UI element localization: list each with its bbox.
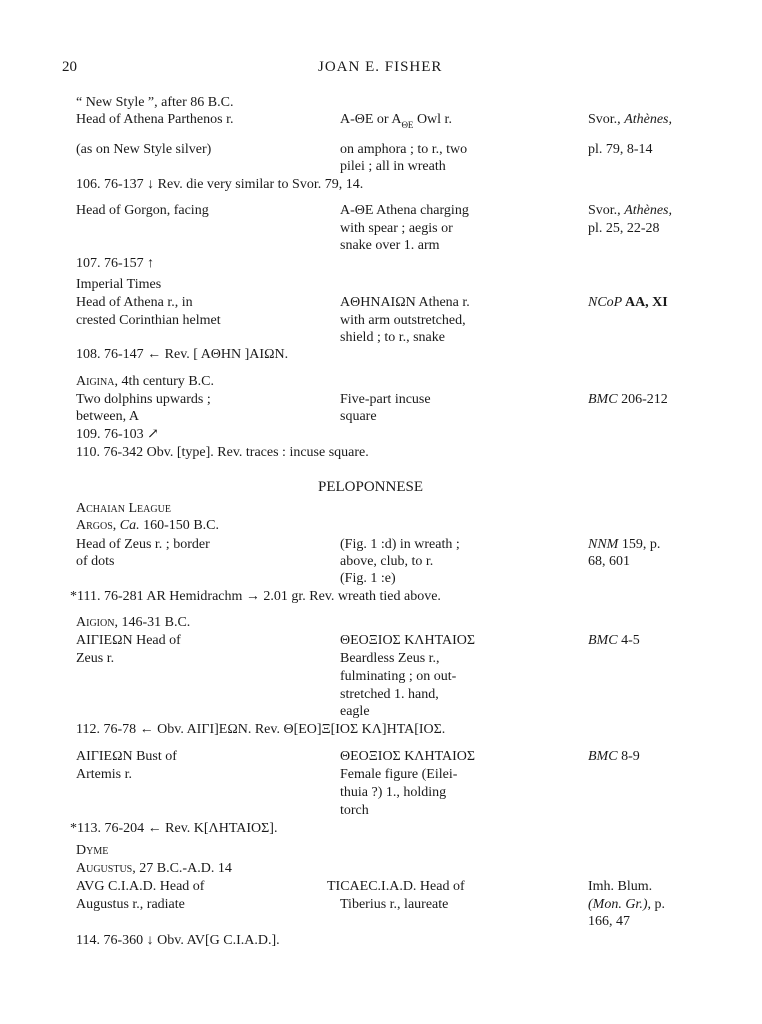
obverse-text: crested Corinthian helmet xyxy=(76,313,221,328)
section-heading: PELOPONNESE xyxy=(318,479,424,495)
reverse-text: snake over 1. arm xyxy=(340,238,440,253)
reverse-text: thuia ?) 1., holding xyxy=(340,785,447,800)
reverse-text: pilei ; all in wreath xyxy=(340,159,446,174)
obverse-text: Head of Athena Parthenos r. xyxy=(76,112,234,127)
section-label: Imperial Times xyxy=(76,277,162,292)
entry-line: 112. 76-78 ← Obv. AIΓI]EΩN. Rev. Θ[EO]Ξ[IOΣ KΛ]HTA[IOΣ. xyxy=(76,722,446,737)
section-label: Argos, Ca. 160-150 B.C. xyxy=(76,518,219,533)
reverse-text: Female figure (Eilei- xyxy=(340,767,458,782)
reference-text: Imh. Blum. xyxy=(588,879,653,894)
reference-text: BMC 8-9 xyxy=(588,749,640,764)
section-label: Dyme xyxy=(76,843,109,858)
reverse-text: ΘEOΞIOΣ KΛHTAIOΣ xyxy=(340,749,476,764)
reverse-text: with spear ; aegis or xyxy=(340,221,453,236)
reverse-text: TICAEC.I.A.D. Head of xyxy=(327,879,465,894)
reverse-text: A-ΘE Athena charging xyxy=(340,203,469,218)
section-label: Augustus, 27 B.C.-A.D. 14 xyxy=(76,861,232,876)
reverse-text: shield ; to r., snake xyxy=(340,330,445,345)
reference-text: pl. 79, 8-14 xyxy=(588,142,653,157)
reverse-text: eagle xyxy=(340,704,370,719)
reference-text: Svor., Athènes, xyxy=(588,112,673,127)
obverse-text: Augustus r., radiate xyxy=(76,897,185,912)
section-label: “ New Style ”, after 86 B.C. xyxy=(76,95,234,110)
reverse-text: above, club, to r. xyxy=(340,554,434,569)
reverse-text: fulminating ; on out- xyxy=(340,669,457,684)
reverse-text: torch xyxy=(340,803,369,818)
obverse-text: (as on New Style silver) xyxy=(76,142,212,157)
reverse-text: (Fig. 1 :d) in wreath ; xyxy=(340,537,460,552)
entry-line: 106. 76-137 ↓ Rev. die very similar to Svor. 79, 14. xyxy=(76,177,364,192)
reference-text: NCoP AA, XI xyxy=(588,295,668,310)
reverse-text: A-ΘE or $A_{\Theta E}$ Owl r. xyxy=(340,112,452,130)
obverse-text: AIΓIEΩN Head of xyxy=(76,633,181,648)
entry-line: 107. 76-157 ↑ xyxy=(76,256,155,271)
obverse-text: Artemis r. xyxy=(76,767,132,782)
section-label: Aigina, 4th century B.C. xyxy=(76,374,214,389)
reverse-text: (Fig. 1 :e) xyxy=(340,571,396,586)
reverse-text: square xyxy=(340,409,377,424)
reference-text: BMC 4-5 xyxy=(588,633,640,648)
obverse-text: between, A xyxy=(76,409,139,424)
obverse-text: of dots xyxy=(76,554,115,569)
reverse-text: stretched 1. hand, xyxy=(340,687,439,702)
reverse-text: with arm outstretched, xyxy=(340,313,466,328)
obverse-text: AIΓIEΩN Bust of xyxy=(76,749,177,764)
page-number: 20 xyxy=(62,59,77,75)
reference-text: BMC 206-212 xyxy=(588,392,668,407)
reference-text: 166, 47 xyxy=(588,914,630,929)
reverse-text: Tiberius r., laureate xyxy=(340,897,449,912)
entry-line: 110. 76-342 Obv. [type]. Rev. traces : incuse square. xyxy=(76,445,369,460)
obverse-text: Zeus r. xyxy=(76,651,115,666)
entry-line: *111. 76-281 AR Hemidrachm → 2.01 gr. Rev. wreath tied above. xyxy=(70,589,441,604)
reference-text: 68, 601 xyxy=(588,554,630,569)
reference-text: Svor., Athènes, xyxy=(588,203,673,218)
reference-text: pl. 25, 22-28 xyxy=(588,221,660,236)
reverse-text: Beardless Zeus r., xyxy=(340,651,440,666)
obverse-text: Head of Athena r., in xyxy=(76,295,193,310)
obverse-text: Head of Gorgon, facing xyxy=(76,203,209,218)
entry-line: 108. 76-147 ← Rev. [ AΘHN ]AIΩN. xyxy=(76,347,289,362)
section-label: Achaian League xyxy=(76,501,171,516)
entry-line: 114. 76-360 ↓ Obv. AV[G C.I.A.D.]. xyxy=(76,933,280,948)
entry-line: 109. 76-103 ↗ xyxy=(76,427,159,442)
section-label: Aigion, 146-31 B.C. xyxy=(76,615,191,630)
entry-line: *113. 76-204 ← Rev. K[ΛHTAIOΣ]. xyxy=(70,821,278,836)
reverse-text: ΘEOΞIOΣ KΛHTAIOΣ xyxy=(340,633,476,648)
obverse-text: AVG C.I.A.D. Head of xyxy=(76,879,205,894)
running-title: JOAN E. FISHER xyxy=(318,59,443,75)
obverse-text: Two dolphins upwards ; xyxy=(76,392,211,407)
reverse-text: on amphora ; to r., two xyxy=(340,142,468,157)
reverse-text: Five-part incuse xyxy=(340,392,431,407)
reverse-text: AΘHNAIΩN Athena r. xyxy=(340,295,470,310)
obverse-text: Head of Zeus r. ; border xyxy=(76,537,210,552)
reference-text: (Mon. Gr.), p. xyxy=(588,897,665,912)
reference-text: NNM 159, p. xyxy=(588,537,661,552)
